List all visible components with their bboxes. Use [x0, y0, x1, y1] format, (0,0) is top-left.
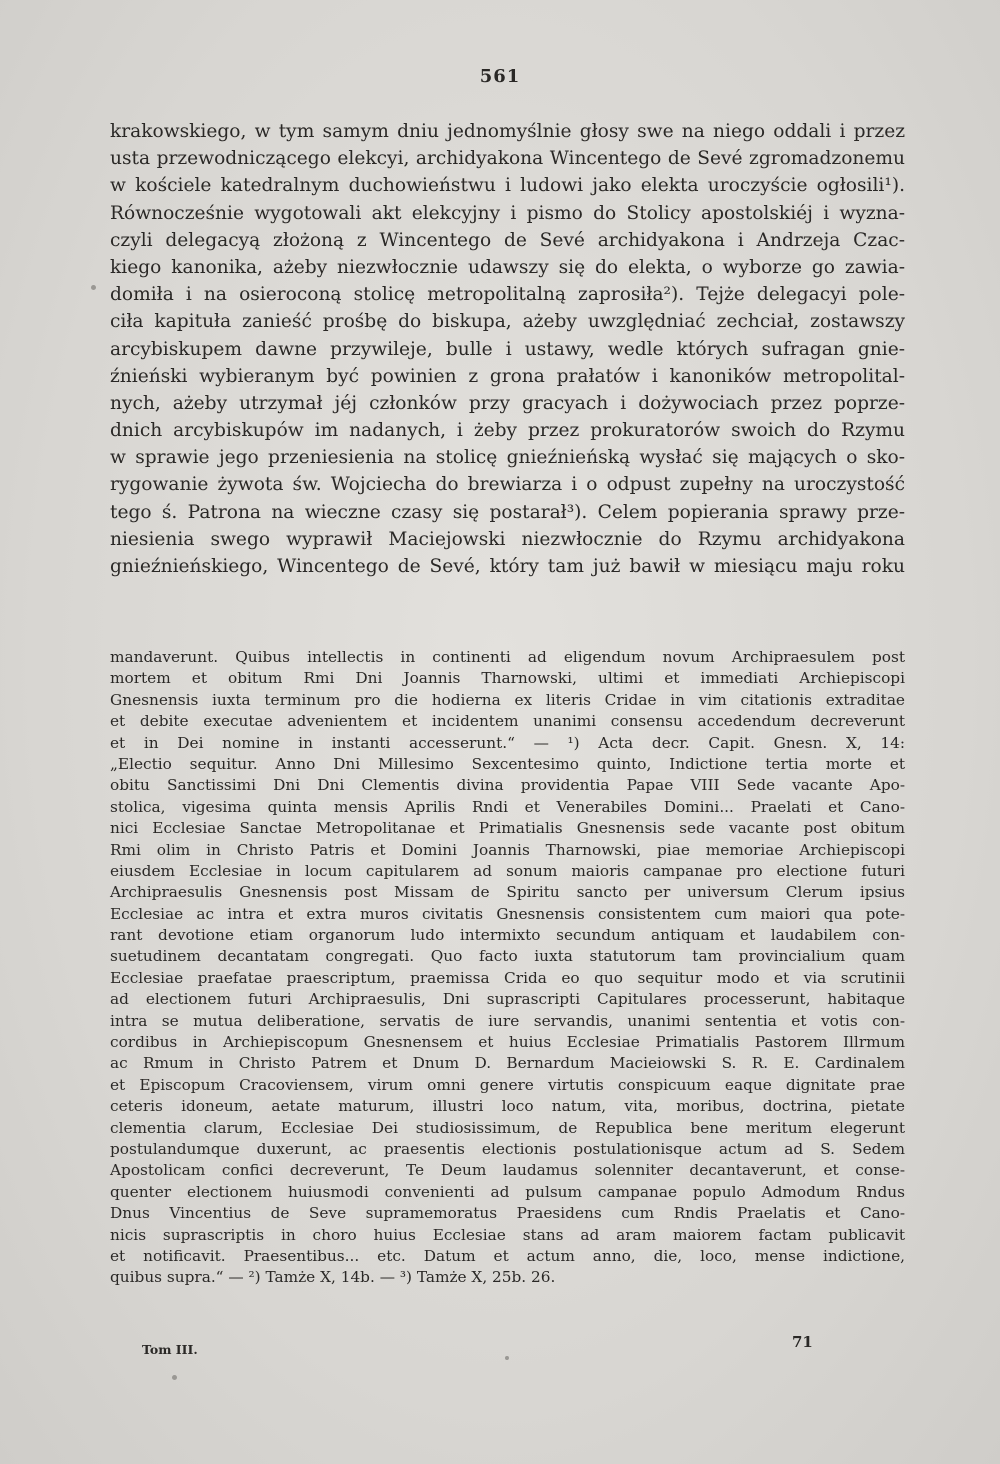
- footnote-line: ad electionem futuri Archipraesulis, Dni suprascripti Capitulares processerunt, habitaque: [110, 990, 905, 1009]
- body-line: niesienia swego wyprawił Maciejowski niezwłocznie do Rzymu archidyakona: [110, 528, 905, 550]
- footnote-line: suetudinem decantatam congregati. Quo facto iuxta statutorum tam provincialium quam: [110, 947, 905, 966]
- main-body-text: [110, 118, 905, 580]
- footnote-line: eiusdem Ecclesiae in locum capitularem ad sonum maioris campanae pro electione futuri: [110, 861, 905, 880]
- footnote-line: stolica, vigesima quinta mensis Aprilis Rndi et Venerabiles Domini... Praelati et Cano-: [110, 797, 905, 816]
- footnote-line: mandaverunt. Quibus intellectis in continenti ad eligendum novum Archipraesulem post: [110, 648, 905, 666]
- paper-speck: [505, 1356, 509, 1360]
- footnote-line: nici Ecclesiae Sanctae Metropolitanae et Primatialis Gnesnensis sede vacante post obitum: [110, 819, 905, 838]
- body-line: arcybiskupem dawne przywileje, bulle i ustawy, wedle których sufragan gnie-: [110, 338, 905, 360]
- body-line: domiła i na osieroconą stolicę metropolitalną zaprosiła²). Tejże delegacyi pole-: [110, 284, 905, 306]
- footnote-line: „Electio sequitur. Anno Dni Millesimo Sexcentesimo quinto, Indictione tertia morte et: [110, 754, 905, 773]
- page-number: 561: [479, 66, 521, 87]
- footnote-line: ceteris idoneum, aetate maturum, illustri loco natum, vita, moribus, doctrina, pietate: [110, 1097, 905, 1116]
- footnote-line: et Episcopum Cracoviensem, virum omni genere virtutis conspicuum eaque dignitate prae: [110, 1075, 905, 1094]
- footnote-line: Rmi olim in Christo Patris et Domini Joannis Tharnowski, piae memoriae Archiepiscopi: [110, 840, 905, 859]
- body-line: gnieźnieńskiego, Wincentego de Sevé, który tam już bawił w miesiącu maju roku: [110, 556, 905, 577]
- footnote-line: Ecclesiae ac intra et extra muros civitatis Gnesnensis consistentem cum maiori qua pote-: [110, 904, 905, 923]
- signature-number: 71: [792, 1333, 813, 1351]
- footnote-line: et debite executae advenientem et incidentem unanimi consensu accedendum decreverunt: [110, 712, 905, 731]
- body-line: krakowskiego, w tym samym dniu jednomyślnie głosy swe na niego oddali i przez: [110, 121, 905, 142]
- body-line: źnieński wybieranym być powinien z grona prałatów i kanoników metropolital-: [110, 365, 905, 387]
- body-line: w sprawie jego przeniesienia na stolicę gnieźnieńską wysłać się mających o sko-: [110, 447, 905, 469]
- footnote-line: nicis suprascriptis in choro huius Ecclesiae stans ad aram maiorem factam publicavit: [110, 1225, 905, 1244]
- footnote-line: mortem et obitum Rmi Dni Joannis Tharnowski, ultimi et immediati Archiepiscopi: [110, 669, 905, 688]
- footnote-line: et notificavit. Praesentibus... etc. Datum et actum anno, die, loco, mense indictione,: [110, 1246, 905, 1265]
- footnote-line: cordibus in Archiepiscopum Gnesnensem et huius Ecclesiae Primatialis Pastorem Illrmum: [110, 1033, 905, 1052]
- paper-speck: [91, 285, 96, 290]
- body-line: czyli delegacyą złożoną z Wincentego de Sevé archidyakona i Andrzeja Czac-: [110, 229, 905, 251]
- footnote-line: quibus supra.“ — ²) Tamże X, 14b. — ³) Tamże X, 25b. 26.: [110, 1268, 556, 1287]
- body-line: Równocześnie wygotowali akt elekcyjny i pismo do Stolicy apostolskiéj i wyzna-: [110, 202, 905, 224]
- footnote-line: postulandumque duxerunt, ac praesentis electionis postulationisque actum ad S. Sedem: [110, 1139, 905, 1158]
- footnote-line: Gnesnensis iuxta terminum pro die hodierna ex literis Cridae in vim citationis extraditae: [110, 690, 905, 709]
- footnote-line: obitu Sanctissimi Dni Dni Clementis divina providentia Papae VIII Sede vacante Apo-: [110, 776, 905, 795]
- footnote-line: et in Dei nomine in instanti accesserunt.“ — ¹) Acta decr. Capit. Gnesn. X, 14:: [110, 733, 905, 752]
- footnote-line: Archipraesulis Gnesnensis post Missam de Spiritu sancto per universum Clerum ipsius: [110, 883, 905, 902]
- body-line: tego ś. Patrona na wieczne czasy się postarał³). Celem popierania sprawy prze-: [110, 501, 905, 523]
- body-line: w kościele katedralnym duchowieństwu i ludowi jako elekta uroczyście ogłosili¹).: [110, 175, 905, 197]
- footnote-line: Ecclesiae praefatae praescriptum, praemissa Crida eo quo sequitur modo et via scrutinii: [110, 968, 905, 987]
- footnote-line: intra se mutua deliberatione, servatis de iure servandis, unanimi sententia et votis con-: [110, 1011, 905, 1030]
- body-line: rygowanie żywota św. Wojciecha do brewiarza i o odpust zupełny na uroczystość: [110, 474, 905, 496]
- body-line: nych, ażeby utrzymał jéj członków przy gracyach i dożywociach przez poprze-: [110, 392, 905, 414]
- volume-label: Tom III.: [142, 1342, 198, 1357]
- footnote-text: [110, 647, 905, 1289]
- footnote-line: quenter electionem huiusmodi convenienti ad pulsum campanae populo Admodum Rndus: [110, 1182, 905, 1201]
- footnote-line: clementia clarum, Ecclesiae Dei studiosissimum, de Republica bene meritum elegerunt: [110, 1118, 905, 1137]
- body-line: kiego kanonika, ażeby niezwłocznie udawszy się do elekta, o wyborze go zawia-: [110, 256, 905, 278]
- body-line: ciła kapituła zanieść prośbę do biskupa, ażeby uwzględniać zechciał, zostawszy: [110, 311, 905, 333]
- body-line: dnich arcybiskupów im nadanych, i żeby przez prokuratorów swoich do Rzymu: [110, 420, 905, 442]
- footnote-line: rant devotione etiam organorum ludo intermixto secundum antiquam et laudabilem con-: [110, 926, 905, 945]
- footnote-line: ac Rmum in Christo Patrem et Dnum D. Bernardum Macieiowski S. R. E. Cardinalem: [110, 1054, 905, 1073]
- body-line: usta przewodniczącego elekcyi, archidyakona Wincentego de Sevé zgromadzonemu: [110, 148, 905, 170]
- paper-speck: [172, 1375, 177, 1380]
- footnote-line: Apostolicam confici decreverunt, Te Deum laudamus solenniter decantaverunt, et conse-: [110, 1161, 905, 1180]
- footnote-line: Dnus Vincentius de Seve supramemoratus Praesidens cum Rndis Praelatis et Cano-: [110, 1204, 905, 1223]
